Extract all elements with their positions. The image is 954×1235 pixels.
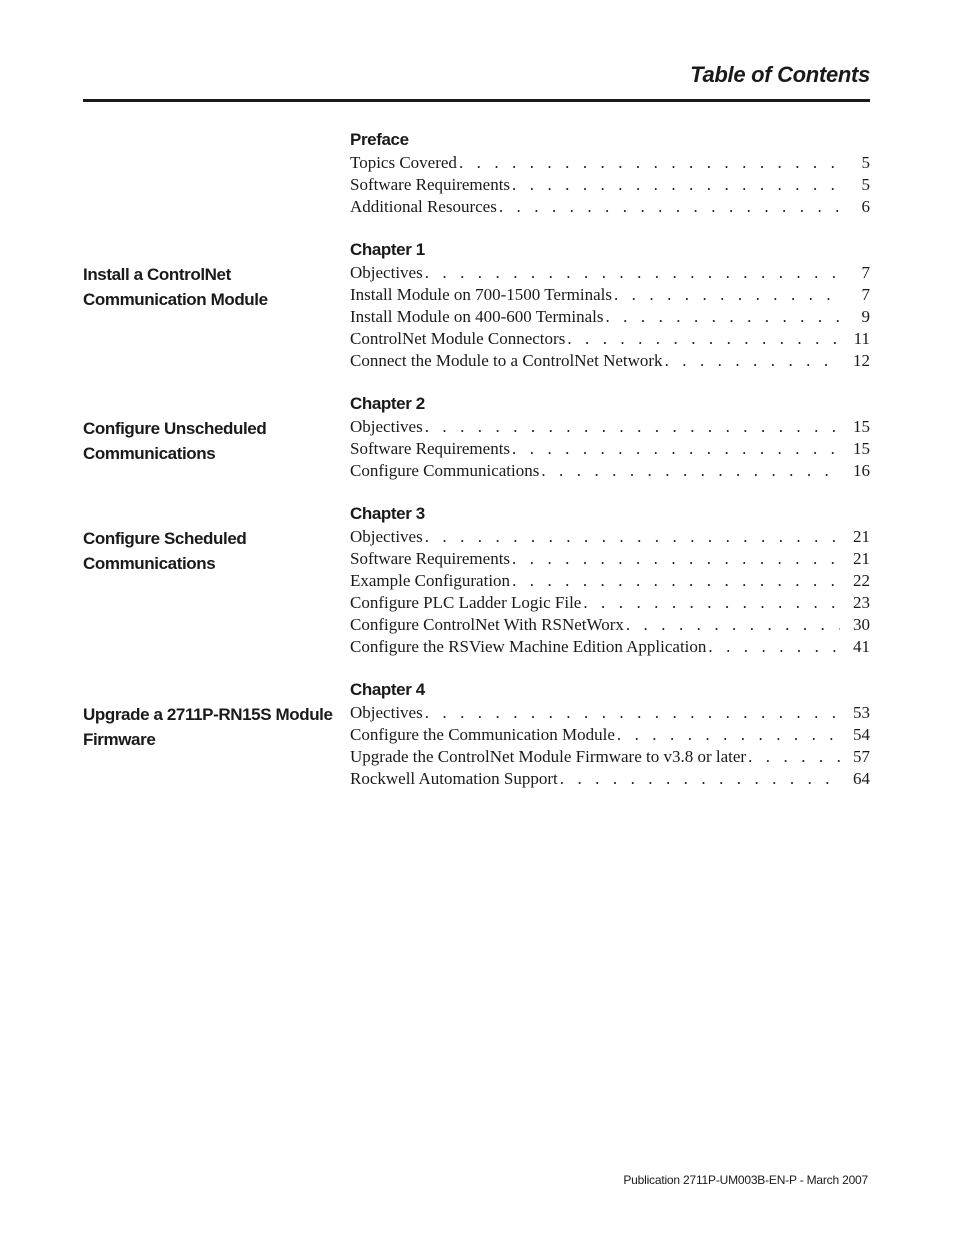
entry-list xyxy=(350,262,870,372)
entry-page-number: 6 xyxy=(861,197,870,216)
entry-page-number: 30 xyxy=(853,615,870,634)
toc-entry[interactable] xyxy=(350,614,870,636)
entry-label: Upgrade the ControlNet Module Firmware to v3.8 or later xyxy=(350,747,747,766)
entry-label: Example Configuration xyxy=(350,571,511,590)
toc-entry[interactable] xyxy=(350,592,870,614)
toc-section xyxy=(0,502,954,658)
dot-leader xyxy=(665,350,840,372)
entry-label: Configure Communications xyxy=(350,461,540,480)
dot-leader xyxy=(560,768,840,790)
toc-entry[interactable] xyxy=(350,460,870,482)
chapter-title: Upgrade a 2711P-RN15S Module Firmware xyxy=(83,705,333,749)
entry-page-number: 53 xyxy=(853,703,870,722)
toc-section xyxy=(0,392,954,482)
dot-leader xyxy=(583,592,840,614)
entry-label: ControlNet Module Connectors xyxy=(350,329,566,348)
toc-entry[interactable] xyxy=(350,746,870,768)
entry-label: Objectives xyxy=(350,527,423,546)
entry-label: Objectives xyxy=(350,417,423,436)
dot-leader xyxy=(512,570,840,592)
dot-leader xyxy=(459,152,840,174)
dot-leader xyxy=(425,526,840,548)
entry-page-number: 21 xyxy=(853,527,870,546)
dot-leader xyxy=(512,548,840,570)
toc-entry[interactable] xyxy=(350,768,870,790)
table-of-contents xyxy=(0,128,954,810)
toc-entry[interactable] xyxy=(350,262,870,284)
dot-leader xyxy=(614,284,840,306)
dot-leader xyxy=(425,262,840,284)
dot-leader xyxy=(748,746,840,768)
entry-label: Install Module on 400-600 Terminals xyxy=(350,307,604,326)
entry-page-number: 15 xyxy=(853,417,870,436)
entry-page-number: 57 xyxy=(853,747,870,766)
entry-page-number: 9 xyxy=(861,307,870,326)
entry-page-number: 22 xyxy=(853,571,870,590)
entry-page-number: 5 xyxy=(861,175,870,194)
entry-label: Software Requirements xyxy=(350,439,511,458)
toc-entry[interactable] xyxy=(350,526,870,548)
toc-section xyxy=(0,678,954,790)
dot-leader xyxy=(512,438,840,460)
dot-leader xyxy=(499,196,840,218)
entry-page-number: 5 xyxy=(861,153,870,172)
entry-page-number: 7 xyxy=(861,285,870,304)
toc-section xyxy=(0,128,954,218)
toc-entry[interactable] xyxy=(350,416,870,438)
dot-leader xyxy=(425,416,840,438)
dot-leader xyxy=(708,636,840,658)
section-heading: Chapter 2 xyxy=(350,394,425,413)
toc-entry[interactable] xyxy=(350,284,870,306)
chapter-title: Configure Scheduled Communications xyxy=(83,529,247,573)
toc-entry[interactable] xyxy=(350,702,870,724)
dot-leader xyxy=(617,724,840,746)
toc-entry[interactable] xyxy=(350,328,870,350)
entry-page-number: 21 xyxy=(853,549,870,568)
entry-list xyxy=(350,702,870,790)
entry-label: Configure ControlNet With RSNetWorx xyxy=(350,615,624,634)
toc-entry[interactable] xyxy=(350,570,870,592)
title-rule xyxy=(83,99,870,102)
entry-page-number: 23 xyxy=(853,593,870,612)
toc-entry[interactable] xyxy=(350,438,870,460)
entry-page-number: 11 xyxy=(853,329,870,348)
toc-entry[interactable] xyxy=(350,636,870,658)
toc-entry[interactable] xyxy=(350,174,870,196)
entry-label: Configure PLC Ladder Logic File xyxy=(350,593,582,612)
toc-entry[interactable] xyxy=(350,548,870,570)
entry-list xyxy=(350,416,870,482)
toc-section xyxy=(0,238,954,372)
entry-label: Software Requirements xyxy=(350,549,511,568)
entry-label: Objectives xyxy=(350,703,423,722)
entry-page-number: 64 xyxy=(853,769,870,788)
entry-page-number: 16 xyxy=(853,461,870,480)
toc-entry[interactable] xyxy=(350,306,870,328)
entry-label: Additional Resources xyxy=(350,197,497,216)
toc-entry[interactable] xyxy=(350,724,870,746)
dot-leader xyxy=(605,306,840,328)
page-title: Table of Contents xyxy=(690,62,870,87)
section-heading: Chapter 3 xyxy=(350,504,425,523)
toc-entry[interactable] xyxy=(350,196,870,218)
section-heading: Preface xyxy=(350,130,409,149)
entry-page-number: 12 xyxy=(853,351,870,370)
entry-label: Software Requirements xyxy=(350,175,511,194)
entry-page-number: 7 xyxy=(861,263,870,282)
section-heading: Chapter 4 xyxy=(350,680,425,699)
toc-entry[interactable] xyxy=(350,152,870,174)
entry-page-number: 54 xyxy=(853,725,870,744)
entry-list xyxy=(350,152,870,218)
entry-label: Objectives xyxy=(350,263,423,282)
toc-entry[interactable] xyxy=(350,350,870,372)
chapter-title: Install a ControlNet Communication Module xyxy=(83,265,268,309)
entry-page-number: 15 xyxy=(853,439,870,458)
entry-list xyxy=(350,526,870,658)
dot-leader xyxy=(567,328,840,350)
section-heading: Chapter 1 xyxy=(350,240,425,259)
entry-label: Rockwell Automation Support xyxy=(350,769,558,788)
entry-label: Connect the Module to a ControlNet Network xyxy=(350,351,663,370)
entry-label: Topics Covered xyxy=(350,153,457,172)
publication-footer: Publication 2711P-UM003B-EN-P - March 2007 xyxy=(623,1173,868,1187)
dot-leader xyxy=(512,174,840,196)
entry-label: Configure the RSView Machine Edition Application xyxy=(350,637,707,656)
entry-label: Install Module on 700-1500 Terminals xyxy=(350,285,612,304)
entry-label: Configure the Communication Module xyxy=(350,725,615,744)
dot-leader xyxy=(541,460,840,482)
chapter-title: Configure Unscheduled Communications xyxy=(83,419,267,463)
dot-leader xyxy=(626,614,840,636)
dot-leader xyxy=(425,702,840,724)
entry-page-number: 41 xyxy=(853,637,870,656)
